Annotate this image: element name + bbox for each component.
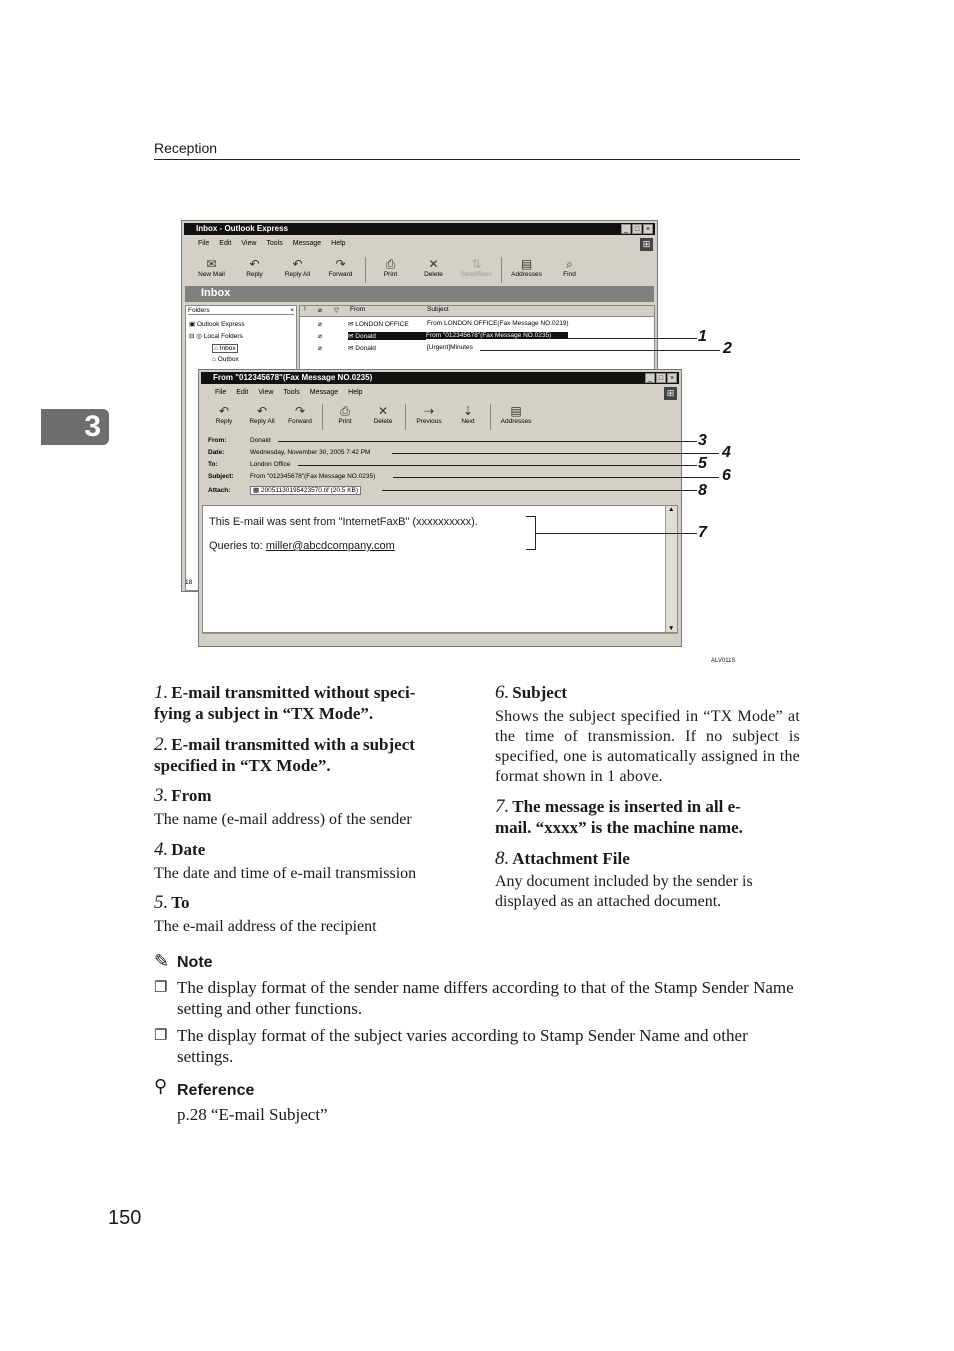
- callout-8: 8: [698, 482, 707, 499]
- message-subject: From "012345678"(Fax Message NO.0235): [426, 332, 568, 339]
- field-attach: Attach: ▦ 20051130195423570.tif (20.5 KB): [208, 486, 361, 494]
- menu-message[interactable]: Message: [292, 240, 322, 247]
- callout-line-2: [480, 350, 720, 351]
- callout-4: 4: [722, 444, 731, 461]
- message-from: ✉ Donald: [348, 345, 376, 352]
- document-icon: ▦: [253, 487, 261, 494]
- menu-tools[interactable]: Tools: [283, 389, 300, 396]
- checkbox-icon: ❐: [154, 1028, 168, 1044]
- menu-help[interactable]: Help: [331, 240, 346, 247]
- running-header: Reception: [154, 140, 218, 156]
- field-subject: Subject: From "012345678"(Fax Message NO.0235): [208, 473, 376, 480]
- delete-icon: ✕: [428, 257, 439, 271]
- reply-button[interactable]: ↶ Reply: [215, 404, 233, 425]
- find-icon: ⌕: [566, 257, 573, 271]
- message-menu-bar: [215, 389, 363, 396]
- flag-column[interactable]: ▽: [334, 307, 339, 314]
- callout-line-7: [536, 533, 697, 534]
- addresses-button[interactable]: ▤ Addresses: [511, 257, 542, 278]
- reply-all-button[interactable]: ↶ Reply All: [284, 257, 311, 278]
- delete-icon: ✕: [377, 404, 389, 418]
- folder-outbox[interactable]: ⌂ Outbox: [212, 356, 239, 363]
- callout-bracket-7: [526, 516, 536, 550]
- folder-inbox[interactable]: ⌂ Inbox: [214, 345, 236, 352]
- forward-icon: ↷: [335, 257, 346, 271]
- message-title-bar: [201, 372, 679, 384]
- menu-tools[interactable]: Tools: [266, 240, 283, 247]
- item-3-description: The name (e-mail address) of the sender: [154, 811, 412, 828]
- callout-2: 2: [723, 340, 732, 357]
- field-to: To: London Office: [208, 461, 291, 468]
- from-column-header[interactable]: From: [350, 306, 366, 313]
- new-mail-icon: ✉: [206, 257, 217, 271]
- vertical-scrollbar[interactable]: [665, 506, 677, 632]
- minimize-button[interactable]: _: [645, 373, 655, 383]
- item-5-heading: 5. To: [154, 892, 190, 913]
- note-bullet-2: The display format of the subject varies according to Stamp Sender Name and other settings.: [177, 1026, 748, 1066]
- find-button[interactable]: ⌕ Find: [563, 257, 576, 278]
- body-line-queries: Queries to: miller@abcdcompany.com: [209, 540, 395, 552]
- note-heading: Note: [177, 954, 213, 971]
- toolbar-separator: [365, 257, 366, 283]
- menu-edit[interactable]: Edit: [236, 389, 249, 396]
- next-button[interactable]: ⇣ Next: [461, 404, 475, 425]
- menu-view[interactable]: View: [258, 389, 274, 396]
- folders-header: Folders ×: [188, 307, 294, 314]
- item-8-description: Any document included by the sender is displayed as an attached document.: [495, 873, 753, 910]
- note-bullet-1: The display format of the sender name differs according to that of the Stamp Sender Name setting and other functions.: [177, 978, 794, 1018]
- field-from: From: Donald: [208, 437, 271, 444]
- body-line-sent-from: This E-mail was sent from "InternetFaxB" (xxxxxxxxxx).: [209, 516, 478, 528]
- reply-all-button[interactable]: ↶ Reply All: [249, 404, 275, 425]
- printer-icon: ⎙: [385, 257, 396, 271]
- callout-1: 1: [698, 328, 707, 345]
- maximize-button[interactable]: □: [632, 224, 642, 234]
- scroll-down-icon[interactable]: ▼: [668, 625, 675, 632]
- subject-column-header[interactable]: Subject: [427, 306, 449, 313]
- next-arrow-icon: ⇣: [462, 404, 474, 418]
- reference-link[interactable]: p.28 “E-mail Subject”: [177, 1105, 328, 1124]
- address-book-icon: ▤: [510, 404, 522, 418]
- callout-line-5: [298, 465, 697, 466]
- close-pane-icon[interactable]: ×: [290, 307, 294, 314]
- forward-button[interactable]: ↷ Forward: [328, 257, 353, 278]
- printer-icon: ⎙: [340, 404, 350, 418]
- forward-button[interactable]: ↷ Forward: [288, 404, 312, 425]
- send-recv-button[interactable]: ⇅ Send/Recv: [460, 257, 493, 278]
- outer-toolbar: [190, 257, 591, 283]
- priority-column[interactable]: !: [304, 306, 306, 313]
- message-body: [202, 505, 678, 633]
- status-bar: [202, 633, 678, 644]
- close-button[interactable]: ×: [643, 224, 653, 234]
- message-from: ✉ Donald: [348, 332, 426, 340]
- attachment-column[interactable]: ⌀: [318, 307, 322, 314]
- callout-line-3: [278, 441, 697, 442]
- addresses-button[interactable]: ▤ Addresses: [500, 404, 532, 425]
- folder-count-fragment: 18: [185, 579, 193, 586]
- previous-arrow-icon: ⇢: [423, 404, 435, 418]
- send-receive-icon: ⇅: [471, 257, 482, 271]
- previous-button[interactable]: ⇢ Previous: [416, 404, 442, 425]
- menu-help[interactable]: Help: [348, 389, 363, 396]
- item-7-heading: 7. The message is inserted in all e- mail. “xxxx” is the machine name.: [495, 796, 743, 837]
- message-subject: [Urgent]Minutes: [427, 344, 473, 351]
- item-2-heading: 2. E-mail transmitted with a subject specified in “TX Mode”.: [154, 734, 415, 775]
- item-6-description: Shows the subject specified in “TX Mode” at the time of transmission. If no subject is specified, one is automatically assigned in the format shown in 1 above.: [495, 708, 800, 785]
- callout-5: 5: [698, 455, 707, 472]
- callout-line-6: [393, 477, 719, 478]
- callout-line-1: [566, 338, 697, 339]
- chapter-tab: 3: [41, 409, 109, 445]
- reply-button[interactable]: ↶ Reply: [246, 257, 263, 278]
- item-3-heading: 3. From: [154, 785, 212, 806]
- callout-7: 7: [698, 524, 707, 541]
- message-subject: From LONDON OFFICE(Fax Message NO.0219): [427, 320, 569, 327]
- message-from: ✉ LONDON OFFICE: [348, 321, 409, 328]
- toolbar-separator: [322, 404, 323, 430]
- outer-title-bar: [184, 223, 655, 235]
- message-list-header: [300, 306, 654, 317]
- item-6-heading: 6. Subject: [495, 682, 568, 703]
- inbox-banner: Inbox: [185, 286, 654, 302]
- message-window: [198, 369, 682, 647]
- header-rule: [154, 159, 800, 160]
- windows-logo-icon: ⊞: [664, 387, 677, 400]
- address-book-icon: ▤: [520, 257, 533, 271]
- reply-icon: ↶: [218, 404, 230, 418]
- field-date: Date: Wednesday, November 30, 2005 7:42 PM: [208, 449, 371, 456]
- callout-line-8: [382, 490, 697, 491]
- forward-icon: ↷: [294, 404, 306, 418]
- attachment-icon: ⌀: [318, 333, 322, 340]
- magnifier-icon: ⚲: [154, 1076, 168, 1096]
- outer-menu-bar: [198, 240, 346, 247]
- message-toolbar: [205, 404, 538, 430]
- message-window-title: From "012345678"(Fax Message NO.0235): [213, 373, 373, 382]
- checkbox-icon: ❐: [154, 980, 168, 996]
- toolbar-separator: [405, 404, 406, 430]
- item-4-description: The date and time of e-mail transmission: [154, 865, 417, 882]
- menu-message[interactable]: Message: [309, 389, 339, 396]
- attachment-file[interactable]: ▦ 20051130195423570.tif (20.5 KB): [250, 486, 361, 495]
- menu-file[interactable]: File: [215, 389, 227, 396]
- delete-button[interactable]: ✕ Delete: [373, 404, 393, 425]
- figure-id: ALV011S: [711, 658, 736, 664]
- new-mail-button[interactable]: ✉ New Mail: [198, 257, 225, 278]
- menu-view[interactable]: View: [241, 240, 257, 247]
- scroll-up-icon[interactable]: ▲: [668, 506, 675, 513]
- attachment-icon: ⌀: [318, 345, 322, 352]
- folder-local-folders[interactable]: ⊟ ◎ Local Folders: [189, 333, 243, 340]
- maximize-button[interactable]: □: [656, 373, 666, 383]
- windows-logo-icon: ⊞: [640, 238, 653, 251]
- delete-button[interactable]: ✕ Delete: [424, 257, 443, 278]
- item-5-description: The e-mail address of the recipient: [154, 918, 377, 935]
- reply-all-icon: ↶: [256, 404, 268, 418]
- outer-window-title: Inbox - Outlook Express: [196, 224, 289, 233]
- reply-icon: ↶: [249, 257, 260, 271]
- callout-6: 6: [722, 467, 731, 484]
- email-link[interactable]: miller@abcdcompany.com: [265, 540, 395, 552]
- print-button[interactable]: ⎙ Print: [383, 257, 398, 278]
- toolbar-separator: [490, 404, 491, 430]
- item-8-heading: 8. Attachment File: [495, 848, 630, 869]
- close-button[interactable]: ×: [667, 373, 677, 383]
- toolbar-separator: [501, 257, 502, 283]
- folder-outlook-express[interactable]: ▣ Outlook Express: [189, 321, 245, 328]
- menu-edit[interactable]: Edit: [219, 240, 232, 247]
- print-button[interactable]: ⎙ Print: [338, 404, 352, 425]
- reply-all-icon: ↶: [292, 257, 303, 271]
- minimize-button[interactable]: _: [621, 224, 631, 234]
- callout-3: 3: [698, 432, 707, 449]
- page-number: 150: [108, 1207, 142, 1229]
- note-pencil-icon: ✎: [154, 951, 170, 971]
- item-1-heading: 1. E-mail transmitted without speci- fying a subject in “TX Mode”.: [154, 682, 416, 723]
- reference-heading: Reference: [177, 1082, 255, 1099]
- callout-line-4: [392, 453, 719, 454]
- attachment-icon: ⌀: [318, 321, 322, 328]
- item-4-heading: 4. Date: [154, 839, 206, 860]
- menu-file[interactable]: File: [198, 240, 210, 247]
